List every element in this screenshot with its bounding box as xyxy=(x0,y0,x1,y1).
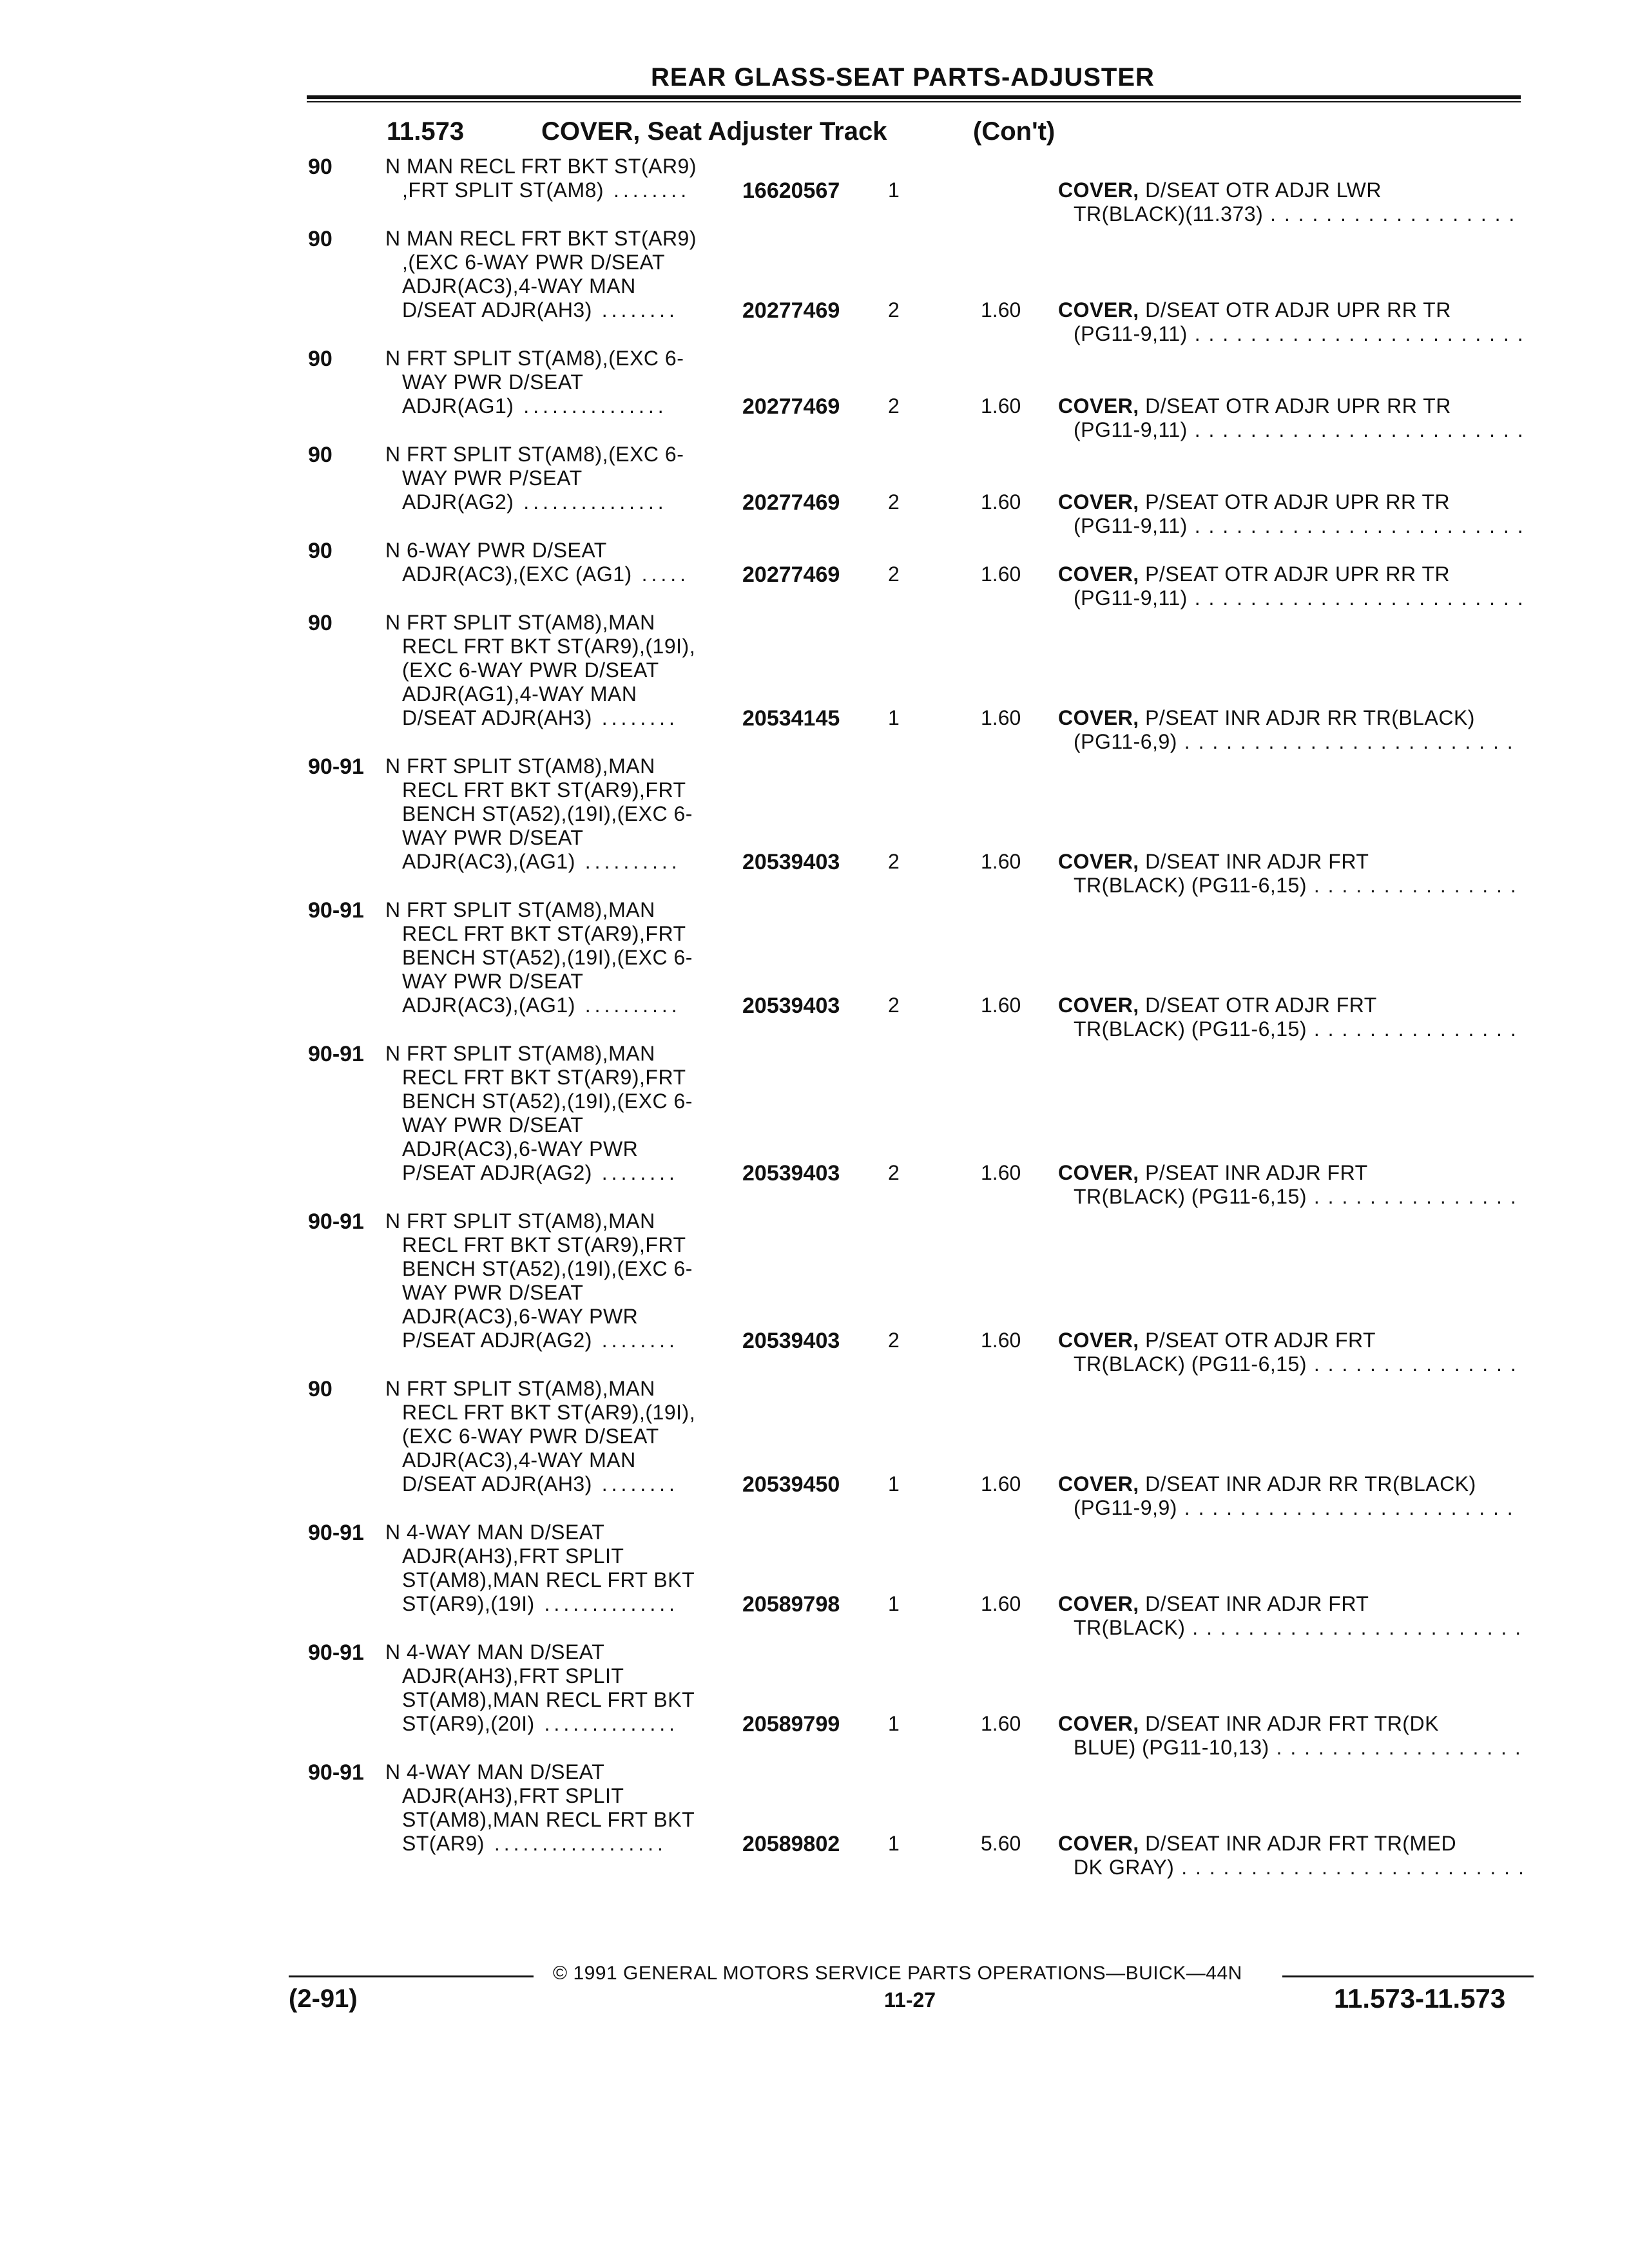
part-description-line xyxy=(1058,706,1522,730)
description-line: RECL FRT BKT ST(AR9),(19I), xyxy=(402,1401,696,1424)
part-description-continued xyxy=(1058,874,1522,898)
price: 1.60 xyxy=(981,298,1021,322)
quantity: 1 xyxy=(888,1592,900,1615)
description-line: (EXC 6-WAY PWR D/SEAT xyxy=(402,658,659,682)
entry-year: 90 xyxy=(308,611,333,635)
entry-year: 90 xyxy=(308,443,333,467)
description-line: WAY PWR P/SEAT xyxy=(402,466,583,490)
part-keyword: COVER, xyxy=(1058,490,1139,514)
lead-text: D/SEAT ADJR(AH3) xyxy=(402,706,592,729)
part-description xyxy=(1058,178,1522,226)
part-description-continued xyxy=(1058,1616,1522,1640)
description-line: ,(EXC 6-WAY PWR D/SEAT xyxy=(402,251,666,274)
entry-description xyxy=(385,898,1068,1017)
part-description xyxy=(1058,994,1522,1041)
leader-dots: ........ xyxy=(592,1161,679,1184)
leader-dots: .......... xyxy=(575,850,681,873)
description-line: BENCH ST(A52),(19I),(EXC 6- xyxy=(402,802,693,825)
entry-description xyxy=(385,443,1068,514)
part-description-line xyxy=(1058,994,1522,1017)
description-line: ADJR(AH3),FRT SPLIT xyxy=(402,1664,624,1687)
part-description-continued xyxy=(1058,1017,1522,1041)
page-title: REAR GLASS-SEAT PARTS-ADJUSTER xyxy=(651,63,1155,91)
quantity: 2 xyxy=(888,298,900,322)
part-description-line xyxy=(1058,562,1522,586)
part-description xyxy=(1058,1592,1522,1640)
lead-text: D/SEAT ADJR(AH3) xyxy=(402,1472,592,1495)
quantity: 2 xyxy=(888,394,900,418)
description-line: WAY PWR D/SEAT xyxy=(402,1281,584,1304)
lead-text: ADJR(AG1) xyxy=(402,394,514,418)
leader-dots: ........ xyxy=(592,298,679,322)
entry-description xyxy=(385,227,1068,322)
description-line: BENCH ST(A52),(19I),(EXC 6- xyxy=(402,1257,693,1280)
description-line: ADJR(AH3),FRT SPLIT xyxy=(402,1784,624,1807)
part-keyword: COVER, xyxy=(1058,1832,1139,1855)
part-description-line xyxy=(1058,1712,1522,1736)
section-continued: (Con't) xyxy=(973,117,1055,146)
leader-dots: ........ xyxy=(592,1329,679,1352)
description-lead-line xyxy=(385,994,1068,1017)
part-number: 20589798 xyxy=(742,1592,840,1617)
part-keyword: COVER, xyxy=(1058,562,1139,586)
part-description-line xyxy=(1058,1329,1522,1352)
part-description-continued-text: TR(BLACK) . . . xyxy=(1074,1616,1522,1639)
part-description-continued xyxy=(1058,322,1522,346)
description-lead-line xyxy=(385,1472,1068,1496)
part-keyword: COVER, xyxy=(1058,1472,1139,1495)
quantity: 2 xyxy=(888,490,900,514)
description-lead-line xyxy=(385,490,1068,514)
part-description-text: D/SEAT OTR ADJR LWR xyxy=(1139,178,1382,202)
quantity: 2 xyxy=(888,1161,900,1184)
price: 1.60 xyxy=(981,1472,1021,1495)
part-description xyxy=(1058,706,1522,754)
entry-description xyxy=(385,611,1068,730)
leader-dots: .............. xyxy=(534,1592,679,1615)
description-line: ADJR(AC3),4-WAY MAN xyxy=(402,274,636,298)
part-description-text: D/SEAT INR ADJR FRT TR(MED xyxy=(1139,1832,1457,1855)
description-lead-line xyxy=(385,706,1068,730)
part-description-line xyxy=(1058,490,1522,514)
part-description-continued xyxy=(1058,1736,1522,1760)
part-description-continued-text: TR(BLACK)(11.373) . . . xyxy=(1074,202,1522,226)
part-description-continued-text: TR(BLACK) (PG11-6,15) . . . xyxy=(1074,1017,1522,1041)
part-number: 20277469 xyxy=(742,562,840,587)
lead-text: ADJR(AC3),(AG1) xyxy=(402,850,575,873)
description-line: RECL FRT BKT ST(AR9),FRT xyxy=(402,1066,686,1089)
lead-text: P/SEAT ADJR(AG2) xyxy=(402,1329,592,1352)
part-description-continued xyxy=(1058,202,1522,226)
part-description-continued xyxy=(1058,1352,1522,1376)
quantity: 2 xyxy=(888,850,900,873)
lead-text: ST(AR9) xyxy=(402,1832,485,1855)
part-description-continued-text: TR(BLACK) (PG11-6,15) . . . xyxy=(1074,874,1522,897)
part-keyword: COVER, xyxy=(1058,850,1139,873)
leader-dots: .......... xyxy=(575,994,681,1017)
description-line: ADJR(AG1),4-WAY MAN xyxy=(402,682,637,706)
description-line: N 6-WAY PWR D/SEAT xyxy=(385,539,607,562)
title-rule-thin xyxy=(307,101,1521,102)
part-description-continued-text: DK GRAY) . . . xyxy=(1074,1856,1522,1879)
footer-copyright: © 1991 GENERAL MOTORS SERVICE PARTS OPERATIONS—BUICK—44N xyxy=(553,1963,1242,1984)
description-lead-line xyxy=(385,1712,1068,1736)
leader-dots: ............... xyxy=(514,490,668,514)
lead-text: ,FRT SPLIT ST(AM8) xyxy=(402,178,604,202)
part-description xyxy=(1058,1161,1522,1209)
entry-description xyxy=(385,1209,1068,1352)
part-description-continued xyxy=(1058,1496,1522,1520)
part-description xyxy=(1058,1832,1522,1879)
part-description-continued-text: (PG11-6,9) . . . xyxy=(1074,730,1522,753)
description-line: N FRT SPLIT ST(AM8),MAN xyxy=(385,754,655,778)
part-description-continued-text: (PG11-9,11) . . . xyxy=(1074,586,1522,610)
footer-revision: (2-91) xyxy=(289,1984,358,2013)
part-description-continued xyxy=(1058,1856,1522,1879)
leader-dots: ..... xyxy=(631,562,690,586)
description-line: N FRT SPLIT ST(AM8),MAN xyxy=(385,1042,655,1065)
description-line: WAY PWR D/SEAT xyxy=(402,970,584,993)
part-number: 20277469 xyxy=(742,298,840,323)
part-keyword: COVER, xyxy=(1058,1161,1139,1184)
part-number: 20539450 xyxy=(742,1472,840,1497)
part-description-continued-text: BLUE) (PG11-10,13) . . . xyxy=(1074,1736,1522,1759)
part-number: 20539403 xyxy=(742,1161,840,1186)
part-keyword: COVER, xyxy=(1058,1329,1139,1352)
description-lead-line xyxy=(385,298,1068,322)
part-keyword: COVER, xyxy=(1058,706,1139,729)
part-description-continued xyxy=(1058,586,1522,610)
leader-dots: .............. xyxy=(534,1712,679,1735)
entry-description xyxy=(385,1760,1068,1856)
leader-dots: ........ xyxy=(592,706,679,729)
description-line: ADJR(AC3),4-WAY MAN xyxy=(402,1448,636,1472)
quantity: 2 xyxy=(888,1329,900,1352)
description-line: ADJR(AH3),FRT SPLIT xyxy=(402,1544,624,1568)
part-keyword: COVER, xyxy=(1058,994,1139,1017)
price: 1.60 xyxy=(981,994,1021,1017)
description-line: BENCH ST(A52),(19I),(EXC 6- xyxy=(402,946,693,969)
leader-dots: ........ xyxy=(604,178,691,202)
quantity: 2 xyxy=(888,994,900,1017)
part-description-text: P/SEAT INR ADJR FRT xyxy=(1139,1161,1368,1184)
part-description-text: P/SEAT OTR ADJR FRT xyxy=(1139,1329,1376,1352)
lead-text: ADJR(AC3),(AG1) xyxy=(402,994,575,1017)
entry-year: 90-91 xyxy=(308,754,364,779)
description-line: WAY PWR D/SEAT xyxy=(402,370,584,394)
part-keyword: COVER, xyxy=(1058,298,1139,322)
price: 5.60 xyxy=(981,1832,1021,1855)
part-number: 20589799 xyxy=(742,1712,840,1736)
entry-description xyxy=(385,754,1068,874)
description-line: BENCH ST(A52),(19I),(EXC 6- xyxy=(402,1090,693,1113)
description-lead-line xyxy=(385,394,1068,418)
part-description-continued-text: TR(BLACK) (PG11-6,15) . . . xyxy=(1074,1185,1522,1208)
description-line: N MAN RECL FRT BKT ST(AR9) xyxy=(385,155,697,178)
entry-year: 90-91 xyxy=(308,1042,364,1066)
lead-text: D/SEAT ADJR(AH3) xyxy=(402,298,592,322)
part-description-text: D/SEAT OTR ADJR UPR RR TR xyxy=(1139,298,1451,322)
description-line: RECL FRT BKT ST(AR9),FRT xyxy=(402,778,686,802)
entry-description xyxy=(385,1377,1068,1496)
description-lead-line xyxy=(385,562,1068,586)
leader-dots: ............... xyxy=(514,394,668,418)
part-keyword: COVER, xyxy=(1058,394,1139,418)
price: 1.60 xyxy=(981,562,1021,586)
entry-year: 90-91 xyxy=(308,1209,364,1234)
entry-year: 90 xyxy=(308,155,333,179)
description-line: N FRT SPLIT ST(AM8),MAN xyxy=(385,898,655,921)
footer-rule-left xyxy=(289,1975,534,1977)
part-number: 16620567 xyxy=(742,178,840,203)
leader-dots: ........ xyxy=(592,1472,679,1495)
description-lead-line xyxy=(385,1592,1068,1616)
price: 1.60 xyxy=(981,1161,1021,1184)
description-line: N 4-WAY MAN D/SEAT xyxy=(385,1521,605,1544)
part-description-line xyxy=(1058,1161,1522,1185)
entry-year: 90-91 xyxy=(308,1760,364,1785)
description-line: N 4-WAY MAN D/SEAT xyxy=(385,1640,605,1664)
part-description-line xyxy=(1058,1832,1522,1856)
part-description-line xyxy=(1058,394,1522,418)
quantity: 1 xyxy=(888,178,900,202)
part-description-text: D/SEAT INR ADJR RR TR(BLACK) xyxy=(1139,1472,1476,1495)
entry-year: 90 xyxy=(308,539,333,563)
leader-dots: .................. xyxy=(484,1832,667,1855)
part-keyword: COVER, xyxy=(1058,178,1139,202)
price: 1.60 xyxy=(981,706,1021,729)
entry-description xyxy=(385,347,1068,418)
part-number: 20539403 xyxy=(742,850,840,874)
price: 1.60 xyxy=(981,850,1021,873)
description-line: N MAN RECL FRT BKT ST(AR9) xyxy=(385,227,697,250)
part-description-text: D/SEAT OTR ADJR UPR RR TR xyxy=(1139,394,1451,418)
entry-year: 90 xyxy=(308,1377,333,1401)
part-description-line xyxy=(1058,298,1522,322)
section-number: 11.573 xyxy=(387,117,465,146)
description-line: WAY PWR D/SEAT xyxy=(402,826,584,849)
price: 1.60 xyxy=(981,1712,1021,1735)
lead-text: ST(AR9),(20I) xyxy=(402,1712,535,1735)
part-number: 20539403 xyxy=(742,994,840,1018)
part-description-continued-text: (PG11-9,9) . . . xyxy=(1074,1496,1522,1519)
lead-text: ST(AR9),(19I) xyxy=(402,1592,535,1615)
part-number: 20539403 xyxy=(742,1329,840,1353)
part-description xyxy=(1058,562,1522,610)
quantity: 2 xyxy=(888,562,900,586)
part-description-continued-text: (PG11-9,11) . . . xyxy=(1074,418,1522,441)
part-description xyxy=(1058,1329,1522,1376)
quantity: 1 xyxy=(888,1832,900,1855)
price: 1.60 xyxy=(981,1592,1021,1615)
part-description-continued xyxy=(1058,418,1522,442)
description-line: ST(AM8),MAN RECL FRT BKT xyxy=(402,1688,695,1711)
description-line: N FRT SPLIT ST(AM8),(EXC 6- xyxy=(385,443,684,466)
description-lead-line xyxy=(385,850,1068,874)
quantity: 1 xyxy=(888,1712,900,1735)
part-description xyxy=(1058,490,1522,538)
footer-rule-right xyxy=(1282,1975,1534,1977)
part-description-text: D/SEAT INR ADJR FRT xyxy=(1139,1592,1369,1615)
part-description-text: P/SEAT INR ADJR RR TR(BLACK) xyxy=(1139,706,1475,729)
entry-description xyxy=(385,1640,1068,1736)
entry-description xyxy=(385,1042,1068,1185)
section-name: COVER, Seat Adjuster Track xyxy=(541,117,887,146)
description-line: RECL FRT BKT ST(AR9),(19I), xyxy=(402,635,696,658)
entry-year: 90 xyxy=(308,347,333,371)
entry-year: 90-91 xyxy=(308,1640,364,1665)
description-lead-line xyxy=(385,178,1068,202)
footer-page-number: 11-27 xyxy=(884,1988,936,2012)
entry-description xyxy=(385,539,1068,586)
part-description-continued-text: TR(BLACK) (PG11-6,15) . . . xyxy=(1074,1352,1522,1376)
lead-text: ADJR(AG2) xyxy=(402,490,514,514)
footer-section-range: 11.573-11.573 xyxy=(1334,1983,1506,2013)
lead-text: ADJR(AC3),(EXC (AG1) xyxy=(402,562,632,586)
part-description xyxy=(1058,850,1522,898)
quantity: 1 xyxy=(888,706,900,729)
entry-year: 90-91 xyxy=(308,898,364,923)
part-description-text: P/SEAT OTR ADJR UPR RR TR xyxy=(1139,562,1451,586)
part-number: 20589802 xyxy=(742,1832,840,1856)
description-lead-line xyxy=(385,1832,1068,1856)
part-description-continued-text: (PG11-9,11) . . . xyxy=(1074,514,1522,537)
price: 1.60 xyxy=(981,490,1021,514)
description-line: N FRT SPLIT ST(AM8),MAN xyxy=(385,611,655,634)
part-description-continued xyxy=(1058,514,1522,538)
price: 1.60 xyxy=(981,394,1021,418)
part-description xyxy=(1058,298,1522,346)
description-line: RECL FRT BKT ST(AR9),FRT xyxy=(402,922,686,945)
description-lead-line xyxy=(385,1161,1068,1185)
part-description-line xyxy=(1058,850,1522,874)
price: 1.60 xyxy=(981,1329,1021,1352)
description-line: RECL FRT BKT ST(AR9),FRT xyxy=(402,1233,686,1256)
entry-year: 90-91 xyxy=(308,1521,364,1545)
part-description-line xyxy=(1058,1592,1522,1616)
description-line: N FRT SPLIT ST(AM8),(EXC 6- xyxy=(385,347,684,370)
part-description-text: D/SEAT OTR ADJR FRT xyxy=(1139,994,1377,1017)
description-line: N FRT SPLIT ST(AM8),MAN xyxy=(385,1209,655,1233)
part-keyword: COVER, xyxy=(1058,1712,1139,1735)
part-number: 20277469 xyxy=(742,490,840,515)
description-line: ST(AM8),MAN RECL FRT BKT xyxy=(402,1808,695,1831)
part-number: 20534145 xyxy=(742,706,840,731)
part-description xyxy=(1058,1472,1522,1520)
description-line: ADJR(AC3),6-WAY PWR xyxy=(402,1305,639,1328)
description-line: ADJR(AC3),6-WAY PWR xyxy=(402,1137,639,1160)
part-description-text: D/SEAT INR ADJR FRT xyxy=(1139,850,1369,873)
part-description-continued xyxy=(1058,1185,1522,1209)
description-line: WAY PWR D/SEAT xyxy=(402,1113,584,1137)
part-description-continued xyxy=(1058,730,1522,754)
description-line: N 4-WAY MAN D/SEAT xyxy=(385,1760,605,1783)
description-line: ST(AM8),MAN RECL FRT BKT xyxy=(402,1568,695,1591)
part-description-continued-text: (PG11-9,11) . . . xyxy=(1074,322,1522,345)
entry-description xyxy=(385,1521,1068,1616)
description-line: N FRT SPLIT ST(AM8),MAN xyxy=(385,1377,655,1400)
part-keyword: COVER, xyxy=(1058,1592,1139,1615)
part-description-text: P/SEAT OTR ADJR UPR RR TR xyxy=(1139,490,1451,514)
part-description-line xyxy=(1058,1472,1522,1496)
entry-year: 90 xyxy=(308,227,333,251)
part-description-line xyxy=(1058,178,1522,202)
lead-text: P/SEAT ADJR(AG2) xyxy=(402,1161,592,1184)
title-rule xyxy=(307,95,1521,99)
part-number: 20277469 xyxy=(742,394,840,419)
part-description xyxy=(1058,394,1522,442)
description-line: (EXC 6-WAY PWR D/SEAT xyxy=(402,1425,659,1448)
entry-description xyxy=(385,155,1068,202)
part-description xyxy=(1058,1712,1522,1760)
part-description-text: D/SEAT INR ADJR FRT TR(DK xyxy=(1139,1712,1439,1735)
description-lead-line xyxy=(385,1329,1068,1352)
quantity: 1 xyxy=(888,1472,900,1495)
